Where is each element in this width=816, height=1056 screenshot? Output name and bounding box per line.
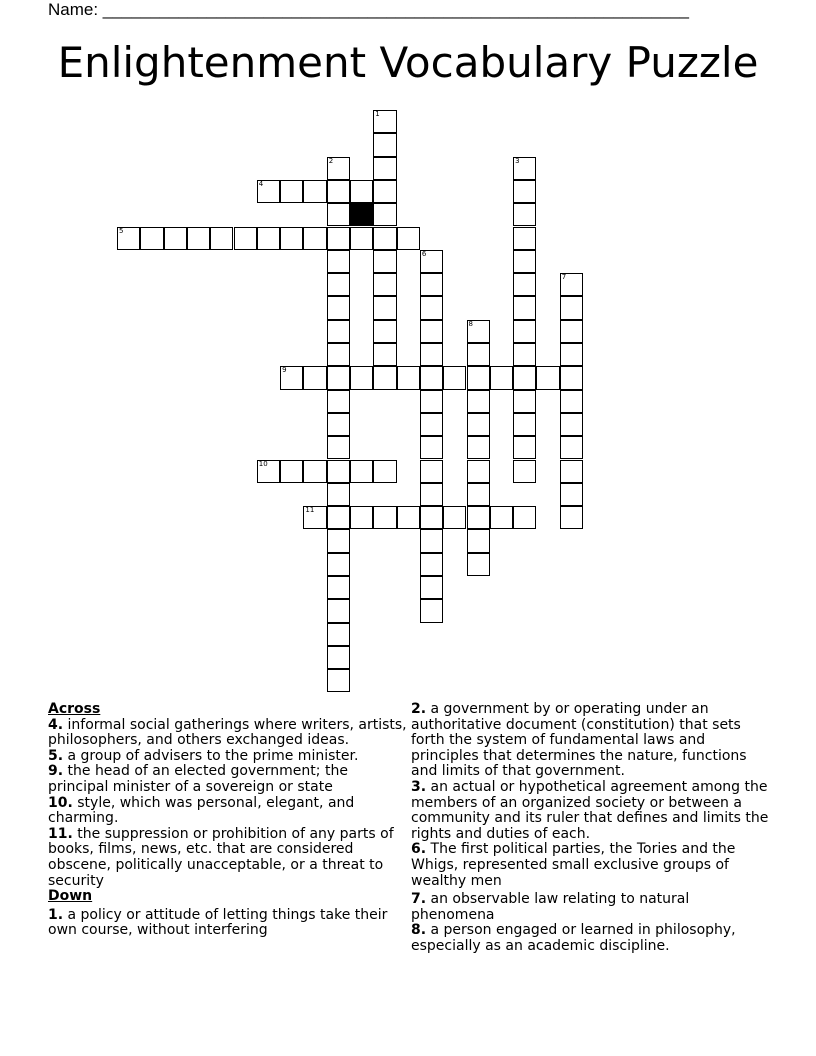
grid-cell[interactable]	[467, 436, 490, 459]
grid-cell[interactable]	[467, 529, 490, 552]
grid-cell[interactable]	[373, 133, 396, 156]
grid-cell[interactable]	[373, 180, 396, 203]
grid-cell[interactable]	[420, 320, 443, 343]
grid-cell[interactable]	[327, 203, 350, 226]
grid-cell[interactable]	[327, 366, 350, 389]
clue-number: 1.	[48, 906, 64, 923]
grid-cell[interactable]	[350, 227, 373, 250]
grid-cell[interactable]	[560, 343, 583, 366]
clue-across-11	[48, 827, 408, 889]
grid-cell[interactable]	[420, 343, 443, 366]
grid-cell[interactable]	[513, 180, 536, 203]
grid-cell[interactable]	[327, 343, 350, 366]
grid-cell[interactable]	[350, 366, 373, 389]
grid-cell[interactable]	[513, 506, 536, 529]
grid-cell[interactable]	[327, 320, 350, 343]
grid-cell[interactable]	[467, 366, 490, 389]
grid-cell[interactable]	[303, 366, 326, 389]
clue-number: 2.	[411, 701, 427, 717]
grid-cell[interactable]	[327, 157, 350, 180]
grid-cell[interactable]	[560, 460, 583, 483]
clue-down-1	[48, 908, 408, 939]
grid-cell[interactable]	[420, 506, 443, 529]
grid-cell[interactable]	[327, 227, 350, 250]
grid-cell[interactable]	[420, 436, 443, 459]
clue-text: an observable law relating to natural phenomena	[411, 891, 690, 923]
grid-cell[interactable]	[513, 157, 536, 180]
grid-cell[interactable]	[327, 506, 350, 529]
grid-cell[interactable]	[513, 366, 536, 389]
grid-cell[interactable]	[373, 110, 396, 133]
grid-cell[interactable]	[467, 553, 490, 576]
clue-number-label: 9	[282, 366, 287, 375]
grid-cell[interactable]	[327, 390, 350, 413]
grid-cell[interactable]	[420, 366, 443, 389]
clue-number-label: 6	[421, 249, 427, 258]
clue-number-label: 4	[258, 179, 264, 188]
grid-cell[interactable]	[350, 506, 373, 529]
grid-cell[interactable]	[467, 413, 490, 436]
grid-cell[interactable]	[350, 180, 373, 203]
grid-cell[interactable]	[327, 296, 350, 319]
clues-left-column	[48, 702, 408, 939]
grid-cell[interactable]	[467, 390, 490, 413]
grid-cell[interactable]	[560, 390, 583, 413]
grid-cell[interactable]	[257, 460, 280, 483]
clue-across-9	[48, 764, 408, 795]
grid-cell[interactable]	[257, 227, 280, 250]
name-field[interactable]: Name: ______________________________________________________________	[48, 0, 689, 19]
grid-cell[interactable]	[303, 180, 326, 203]
clue-text: a group of advisers to the prime minister.	[63, 747, 359, 764]
grid-cell[interactable]	[560, 483, 583, 506]
grid-cell[interactable]	[490, 506, 513, 529]
grid-cell[interactable]	[420, 296, 443, 319]
clue-down-3	[411, 780, 771, 842]
clue-text: style, which was personal, elegant, and charming.	[48, 794, 355, 827]
grid-cell[interactable]	[327, 623, 350, 646]
grid-cell[interactable]	[467, 460, 490, 483]
clue-number: 3.	[411, 778, 427, 795]
grid-cell[interactable]	[373, 227, 396, 250]
clue-number: 7.	[411, 891, 427, 908]
across-header: Across	[48, 701, 101, 717]
grid-cell[interactable]	[467, 483, 490, 506]
grid-cell[interactable]	[536, 366, 559, 389]
grid-cell[interactable]	[513, 413, 536, 436]
clue-text: the head of an elected government; the principal minister of a sovereign or state	[48, 763, 348, 795]
clue-number-label: 7	[561, 273, 567, 282]
clues-right-column	[411, 702, 771, 955]
grid-cell[interactable]	[280, 227, 303, 250]
grid-cell[interactable]	[327, 646, 350, 669]
grid-cell[interactable]	[560, 506, 583, 529]
grid-cell[interactable]	[490, 366, 513, 389]
grid-cell[interactable]	[513, 273, 536, 296]
grid-cell[interactable]	[513, 436, 536, 459]
grid-cell[interactable]	[373, 273, 396, 296]
grid-cell[interactable]	[303, 460, 326, 483]
clue-number-label: 11	[305, 506, 315, 515]
grid-cell[interactable]	[327, 669, 350, 692]
grid-cell[interactable]	[397, 366, 420, 389]
grid-cell[interactable]	[373, 203, 396, 226]
clue-number-label: 1	[375, 110, 380, 118]
grid-cell[interactable]	[164, 227, 187, 250]
grid-cell[interactable]	[350, 460, 373, 483]
grid-cell[interactable]	[560, 320, 583, 343]
grid-cell[interactable]	[513, 343, 536, 366]
grid-cell[interactable]	[187, 227, 210, 250]
clue-number-label: 2	[328, 156, 334, 165]
grid-cell[interactable]	[420, 460, 443, 483]
grid-cell[interactable]	[234, 227, 257, 250]
clue-down-8	[411, 923, 771, 954]
grid-cell[interactable]	[280, 180, 303, 203]
grid-cell[interactable]	[327, 529, 350, 552]
clue-across-10	[48, 796, 408, 827]
grid-cell[interactable]	[327, 460, 350, 483]
clue-number-label: 5	[119, 226, 124, 235]
grid-cell[interactable]	[560, 366, 583, 389]
clue-number: 4.	[48, 716, 64, 733]
grid-cell[interactable]	[327, 553, 350, 576]
grid-cell[interactable]	[373, 506, 396, 529]
grid-cell[interactable]	[303, 506, 326, 529]
clue-number: 8.	[411, 922, 427, 939]
grid-cell[interactable]	[513, 250, 536, 273]
clue-text: a policy or attitude of letting things take their own course, without interfering	[48, 906, 388, 939]
grid-cell[interactable]	[513, 460, 536, 483]
clue-number-label: 10	[258, 459, 268, 468]
grid-cell[interactable]	[210, 227, 233, 250]
clue-down-6	[411, 842, 771, 889]
grid-cell[interactable]	[420, 413, 443, 436]
grid-cell[interactable]	[327, 180, 350, 203]
grid-cell[interactable]	[373, 157, 396, 180]
clue-number: 5.	[48, 747, 64, 764]
clue-across-5	[48, 749, 408, 765]
grid-cell[interactable]	[420, 576, 443, 599]
grid-cell[interactable]	[373, 366, 396, 389]
grid-cell[interactable]	[140, 227, 163, 250]
grid-cell[interactable]	[303, 227, 326, 250]
grid-cell[interactable]	[420, 390, 443, 413]
grid-cell[interactable]	[327, 599, 350, 622]
grid-cell[interactable]	[560, 413, 583, 436]
down-header: Down	[48, 888, 93, 905]
grid-cell[interactable]	[467, 506, 490, 529]
clue-number-label: 3	[515, 156, 520, 165]
grid-cell[interactable]	[327, 483, 350, 506]
grid-cell[interactable]	[467, 320, 490, 343]
clue-text: a person engaged or learned in philosophy, especially as an academic discipline.	[411, 922, 736, 954]
grid-cell[interactable]	[117, 227, 140, 250]
grid-cell[interactable]	[397, 227, 420, 250]
grid-cell[interactable]	[373, 460, 396, 483]
grid-cell[interactable]	[327, 436, 350, 459]
grid-cell[interactable]	[397, 506, 420, 529]
clue-number: 11.	[48, 825, 73, 842]
clue-number: 10.	[48, 794, 73, 811]
clue-text: a government by or operating under an authoritative document (constitution) that sets forth the system of fundamental laws and principles that determines the nature, functions and limits of that government.	[411, 701, 747, 780]
grid-cell[interactable]	[420, 599, 443, 622]
grid-cell[interactable]	[280, 366, 303, 389]
grid-cell[interactable]	[327, 576, 350, 599]
grid-cell[interactable]	[513, 320, 536, 343]
grid-cell[interactable]	[373, 320, 396, 343]
grid-cell[interactable]	[373, 250, 396, 273]
grid-cell[interactable]	[560, 273, 583, 296]
clue-number-label: 8	[468, 319, 473, 328]
grid-cell[interactable]	[280, 460, 303, 483]
grid-cell[interactable]	[513, 227, 536, 250]
grid-cell[interactable]	[513, 390, 536, 413]
puzzle-title: Enlightenment Vocabulary Puzzle	[57, 38, 759, 87]
grid-cell[interactable]	[467, 343, 490, 366]
clue-text: informal social gatherings where writers, artists, philosophers, and others exchanged ideas.	[48, 716, 407, 749]
grid-cell[interactable]	[420, 273, 443, 296]
clue-down-7	[411, 892, 771, 923]
clue-across-4	[48, 718, 408, 749]
grid-cell[interactable]	[420, 553, 443, 576]
clue-down-2	[411, 702, 771, 780]
clue-number: 6.	[411, 841, 427, 858]
clue-text: The first political parties, the Tories and the Whigs, represented small exclusive groups of wealthy men	[411, 841, 736, 889]
grid-cell[interactable]	[327, 250, 350, 273]
grid-cell[interactable]	[257, 180, 280, 203]
grid-cell[interactable]	[420, 483, 443, 506]
grid-cell[interactable]	[373, 343, 396, 366]
grid-cell[interactable]	[420, 529, 443, 552]
grid-cell[interactable]	[513, 203, 536, 226]
grid-cell[interactable]	[327, 273, 350, 296]
grid-cell[interactable]	[443, 506, 466, 529]
clue-text: the suppression or prohibition of any parts of books, films, news, etc. that are considered obscene, politically unacceptable, or a threat to security	[48, 825, 394, 889]
grid-cell[interactable]	[443, 366, 466, 389]
clue-number: 9.	[48, 763, 64, 780]
grid-cell[interactable]	[513, 296, 536, 319]
grid-cell[interactable]	[373, 296, 396, 319]
grid-cell[interactable]	[420, 250, 443, 273]
grid-cell[interactable]	[560, 296, 583, 319]
clue-text: an actual or hypothetical agreement among the members of an organized society or between a community and its ruler that defines and limits the rights and duties of each.	[411, 778, 769, 842]
grid-cell[interactable]	[560, 436, 583, 459]
grid-cell[interactable]	[327, 413, 350, 436]
black-cell	[350, 203, 373, 226]
